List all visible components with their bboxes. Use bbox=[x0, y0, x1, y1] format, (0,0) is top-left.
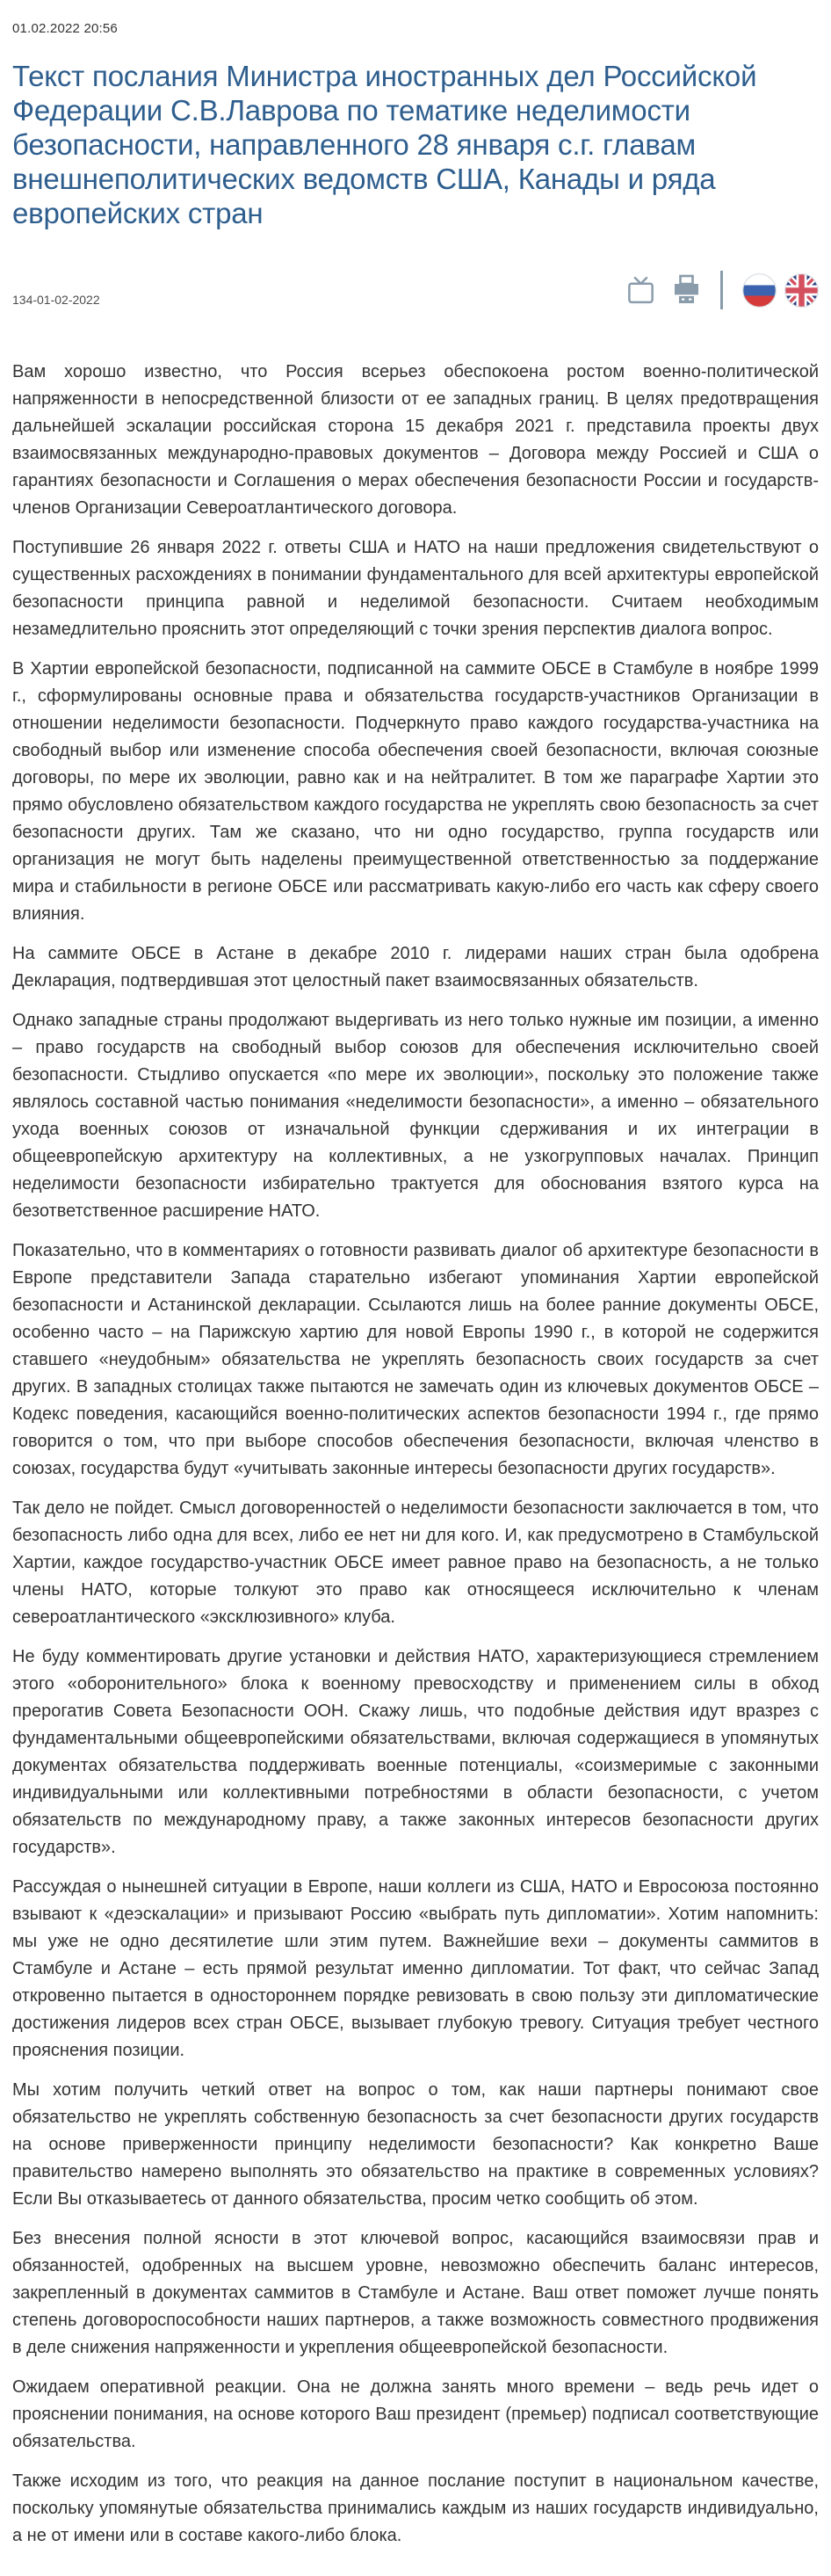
body-paragraph: Также исходим из того, что реакция на данное послание поступит в национальном качестве, поскольку упомянутые обязательства принимались каждым из наших государств индивидуально, а не от имени или в составе какого-либо блока. bbox=[12, 2471, 819, 2545]
toolbar-divider bbox=[720, 271, 723, 309]
article-toolbar bbox=[625, 271, 819, 309]
body-paragraph: Мы хотим получить четкий ответ на вопрос о том, как наши партнеры понимают свое обязательство не укреплять собственную безопасность за счет безопасности других государств на основе приверженности принципу неделимости безопасности? Как конкретно Ваше правительство намерено выполнять это обязательство на практике в современных условиях? Если Вы отказываетесь от данного обязательства, просим четко сообщить об этом. bbox=[12, 2080, 819, 2209]
body-paragraph: В Хартии европейской безопасности, подписанной на саммите ОБСЕ в Стамбуле в ноябре 1999 г., сформулированы основные права и обязательства государств-участников Организации в отношении неделимости безопасности. Подчеркнуто право каждого государства-участника на свободный выбор или изменение способа обеспечения своей безопасности, включая союзные договоры, по мере их эволюции, равно как и на нейтралитет. В том же параграфе Хартии это прямо обусловлено обязательством каждого государства не укреплять свою безопасность за счет безопасности других. Там же сказано, что ни одно государство, группа государств или организация не могут быть наделены преимущественной ответственностью за поддержание мира и стабильности в регионе ОБСЕ или рассматривать какую-либо его часть как сферу своего влияния. bbox=[12, 659, 819, 924]
body-paragraph: Рассуждая о нынешней ситуации в Европе, наши коллеги из США, НАТО и Евросоюза постоянно взывают к «деэскалации» и призывают Россию «выбрать путь дипломатии». Хотим напомнить: мы уже не одно десятилетие шли этим путем. Важнейшие вехи – документы саммитов в Стамбуле и Астане – есть прямой результат именно дипломатии. Тот факт, что сейчас Запад откровенно пытается в одностороннем порядке ревизовать в свою пользу эти дипломатические достижения лидеров всех стран ОБСЕ, вызывает глубокую тревогу. Ситуация требует честного прояснения позиции. bbox=[12, 1877, 819, 2060]
page-title: Текст послания Министра иностранных дел Российской Федерации С.В.Лаврова по тематике неделимости безопасности, направленного 28 января с.г. главам внешнеполитических ведомств США, Канады и ряда европейских стран bbox=[12, 60, 757, 229]
body-paragraph: Без внесения полной ясности в этот ключевой вопрос, касающийся взаимосвязи прав и обязанностей, одобренных на высшем уровне, невозможно обеспечить баланс интересов, закрепленный в документах саммитов в Стамбуле и Астане. Ваш ответ поможет лучше понять степень договороспособности наших партнеров, а также возможность совместного продвижения в деле снижения напряженности и укрепления общеевропейской безопасности. bbox=[12, 2229, 819, 2357]
article-meta-row bbox=[12, 271, 819, 309]
article-body bbox=[12, 359, 819, 2550]
body-paragraph: Вам хорошо известно, что Россия всерьез обеспокоена ростом военно-политической напряженности в непосредственной близости от ее западных границ. В целях предотвращения дальнейшей эскалации российская сторона 15 декабря 2021 г. представила проекты двух взаимосвязанных международно-правовых документов – Договора между Россией и США о гарантиях безопасности и Соглашения о мерах обеспечения безопасности России и государств-членов Организации Североатлантического договора. bbox=[12, 362, 819, 518]
body-paragraph: Однако западные страны продолжают выдергивать из него только нужные им позиции, а именно – право государств на свободный выбор союзов для обеспечения исключительно своей безопасности. Стыдливо опускается «по мере их эволюции», поскольку это положение также являлось составной частью понимания «неделимости безопасности», а именно – обязательного ухода военных союзов от изначальной функции сдерживания и их интеграции в общеевропейскую архитектуру на коллективных, а не узкогрупповых началах. Принцип неделимости безопасности избирательно трактуется для обоснования взятого курса на безответственное расширение НАТО. bbox=[12, 1011, 819, 1221]
body-paragraph: Поступившие 26 января 2022 г. ответы США и НАТО на наши предложения свидетельствуют о существенных расхождениях в понимании фундаментального для всей архитектуры европейской безопасности принципа равной и неделимой безопасности. Считаем необходимым незамедлительно прояснить этот определяющий с точки зрения перспектив диалога вопрос. bbox=[12, 538, 819, 639]
printer-icon[interactable] bbox=[672, 274, 701, 306]
body-paragraph: Не буду комментировать другие установки и действия НАТО, характеризующиеся стремлением этого «оборонительного» блока к военному превосходству и применением силы в обход прерогатив Совета Безопасности ООН. Скажу лишь, что подобные действия идут вразрез с фундаментальными общеевропейскими обязательствами, включая содержащиеся в упомянутых документах обязательства поддерживать военные потенциалы, «соизмеримые с законными индивидуальными или коллективными потребностями в области безопасности, с учетом обязательств по международному праву, а также законных интересов безопасности других государств». bbox=[12, 1647, 819, 1857]
flag-uk-icon[interactable] bbox=[784, 273, 819, 308]
body-paragraph: Ожидаем оперативной реакции. Она не должна занять много времени – ведь речь идет о прояснении понимания, на основе которого Ваш президент (премьер) подписал соответствующие обязательства. bbox=[12, 2377, 819, 2451]
body-paragraph: Так дело не пойдет. Смысл договоренностей о неделимости безопасности заключается в том, что безопасность либо одна для всех, либо ее нет ни для кого. И, как предусмотрено в Стамбульской Хартии, каждое государство-участник ОБСЕ имеет равное право на безопасность, а не только члены НАТО, которые толкуют это право как относящееся исключительно к членам североатлантического «эксклюзивного» клуба. bbox=[12, 1498, 819, 1627]
tv-icon[interactable] bbox=[625, 274, 656, 306]
flag-ru-icon[interactable] bbox=[742, 273, 777, 308]
body-paragraph: На саммите ОБСЕ в Астане в декабре 2010 г. лидерами наших стран была одобрена Декларация, подтвердившая этот целостный пакет взаимосвязанных обязательств. bbox=[12, 944, 819, 990]
doc-number: 134-01-02-2022 bbox=[12, 293, 100, 307]
article-date: 01.02.2022 20:56 bbox=[12, 21, 118, 36]
body-paragraph: Показательно, что в комментариях о готовности развивать диалог об архитектуре безопасности в Европе представители Запада старательно избегают упоминания Хартии европейской безопасности и Астанинской декларации. Ссылаются лишь на более ранние документы ОБСЕ, особенно часто – на Парижскую хартию для новой Европы 1990 г., в которой не содержится ставшего «неудобным» обязательства не укреплять безопасность своих государств за счет других. В западных столицах также пытаются не замечать один из ключевых документов ОБСЕ – Кодекс поведения, касающийся военно-политических аспектов безопасности 1994 г., где прямо говорится о том, что при выборе способов обеспечения безопасности, включая членство в союзах, государства будут «учитывать законные интересы безопасности других государств». bbox=[12, 1241, 819, 1478]
